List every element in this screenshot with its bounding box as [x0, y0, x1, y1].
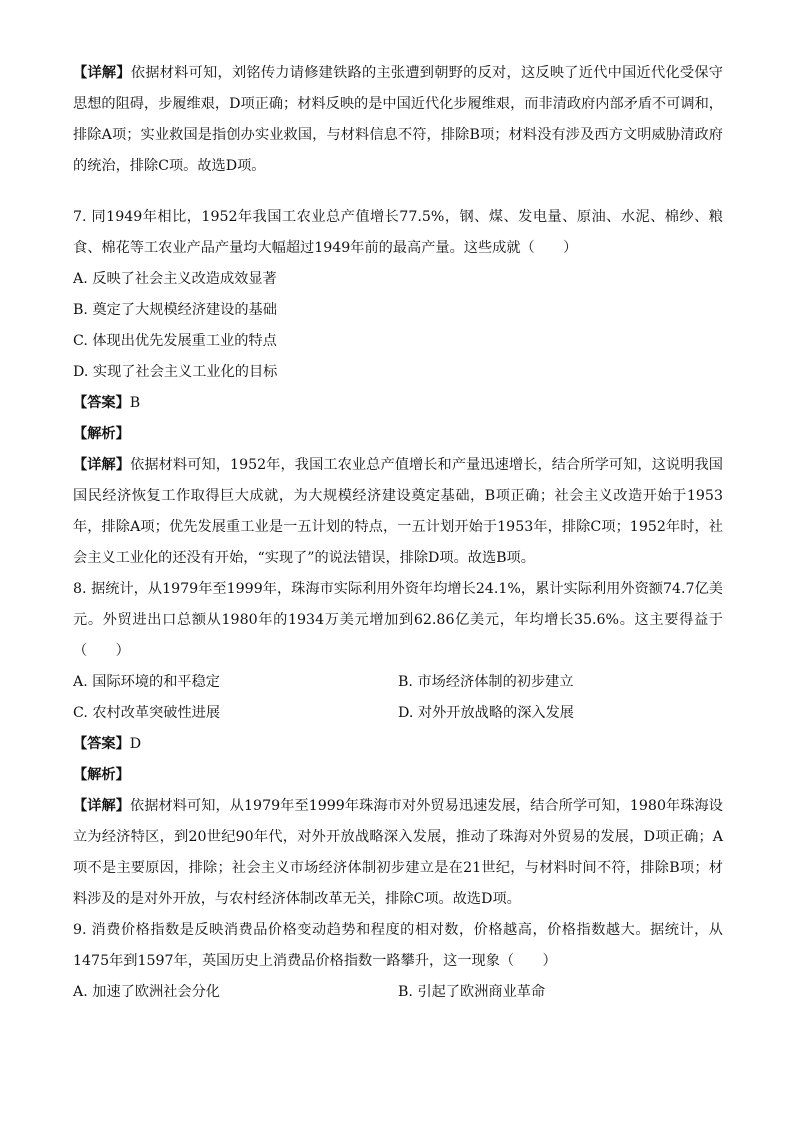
- option-c: C. 体现出优先发展重工业的特点: [73, 333, 277, 349]
- option-a: A. 加速了欧洲社会分化: [73, 984, 220, 1000]
- q6-detail: [73, 58, 723, 182]
- option-b: B. 引起了欧洲商业革命: [398, 984, 546, 1000]
- option-c: C. 农村改革突破性进展: [73, 705, 221, 721]
- option-b: B. 市场经济体制的初步建立: [398, 674, 574, 690]
- answer-tag: 【答案】: [73, 395, 130, 411]
- q6-detail-block: [73, 58, 723, 182]
- answer-line: [73, 388, 723, 419]
- option-a: A. 国际环境的和平稳定: [73, 674, 220, 690]
- q8-detail: [73, 791, 723, 915]
- question-8: [73, 574, 723, 915]
- analysis-tag: 【解析】: [73, 767, 130, 783]
- question-9: [73, 915, 723, 1008]
- answer-value: B: [129, 395, 141, 411]
- answer-line: [73, 729, 723, 760]
- question-stem: 7. 同1949年相比，1952年我国工农业总产值增长77.5%，钢、煤、发电量、原油、水泥、棉纱、粮食、棉花等工农业产品产量均大幅超过1949年前的最高产量。这些成就（ ）: [73, 209, 723, 256]
- detail-text: 依据材料可知，1952年，我国工农业总产值增长和产量迅速增长，结合所学可知，这说明我国国民经济恢复工作取得巨大成就，为大规模经济建设奠定基础，B项正确；社会主义改造开始于1953年，排除A项；优先发展重工业是一五计划的特点，一五计划开始于1953年，排除C项；1952年时，社会主义工业化的还没有开始，“实现了”的说法错误，排除D项。故选B项。: [73, 457, 723, 566]
- option-a: A. 反映了社会主义改造成效显著: [73, 271, 277, 287]
- detail-tag: 【详解】: [73, 798, 131, 814]
- question-stem: 8. 据统计，从1979年至1999年，珠海市实际利用外资年均增长24.1%，累计实际利用外资额74.7亿美元。外贸进出口总额从1980年的1934万美元增加到62.86亿美元，年均增长35.6%。这主要得益于（ ）: [73, 581, 723, 659]
- detail-tag: 【详解】: [73, 65, 131, 81]
- document-page: [73, 58, 723, 1008]
- option-b: B. 奠定了大规模经济建设的基础: [73, 302, 277, 318]
- detail-text: 依据材料可知，刘铭传力请修建铁路的主张遭到朝野的反对，这反映了近代中国近代化受保守思想的阻碍，步履维艰，D项正确；材料反映的是中国近代化步履维艰，而非清政府内部矛盾不可调和，排除A项；实业救国是指创办实业救国，与材料信息不符，排除B项；材料没有涉及西方文明威胁清政府的统治，排除C项。故选D项。: [73, 65, 723, 174]
- options-row-1: [73, 667, 723, 698]
- option-d: D. 对外开放战略的深入发展: [398, 705, 574, 721]
- q7-detail: [73, 450, 723, 574]
- answer-value: D: [129, 736, 142, 752]
- detail-text: 依据材料可知，从1979年至1999年珠海市对外贸易迅速发展，结合所学可知，1980年珠海设立为经济特区，到20世纪90年代，对外开放战略深入发展，推动了珠海对外贸易的发展，D项正确；A项不是主要原因，排除；社会主义市场经济体制初步建立是在21世纪，与材料时间不符，排除B项；材料涉及的是对外开放，与农村经济体制改革无关，排除C项。故选D项。: [73, 798, 723, 907]
- option-d: D. 实现了社会主义工业化的目标: [73, 364, 278, 380]
- question-7: [73, 202, 723, 574]
- analysis-tag: 【解析】: [73, 426, 130, 442]
- detail-tag: 【详解】: [73, 457, 131, 473]
- question-stem: 9. 消费价格指数是反映消费品价格变动趋势和程度的相对数，价格越高，价格指数越大。据统计，从1475年到1597年，英国历史上消费品价格指数一路攀升，这一现象（ ）: [73, 922, 723, 969]
- answer-tag: 【答案】: [73, 736, 130, 752]
- options-row-1: [73, 977, 723, 1008]
- options-row-2: [73, 698, 723, 729]
